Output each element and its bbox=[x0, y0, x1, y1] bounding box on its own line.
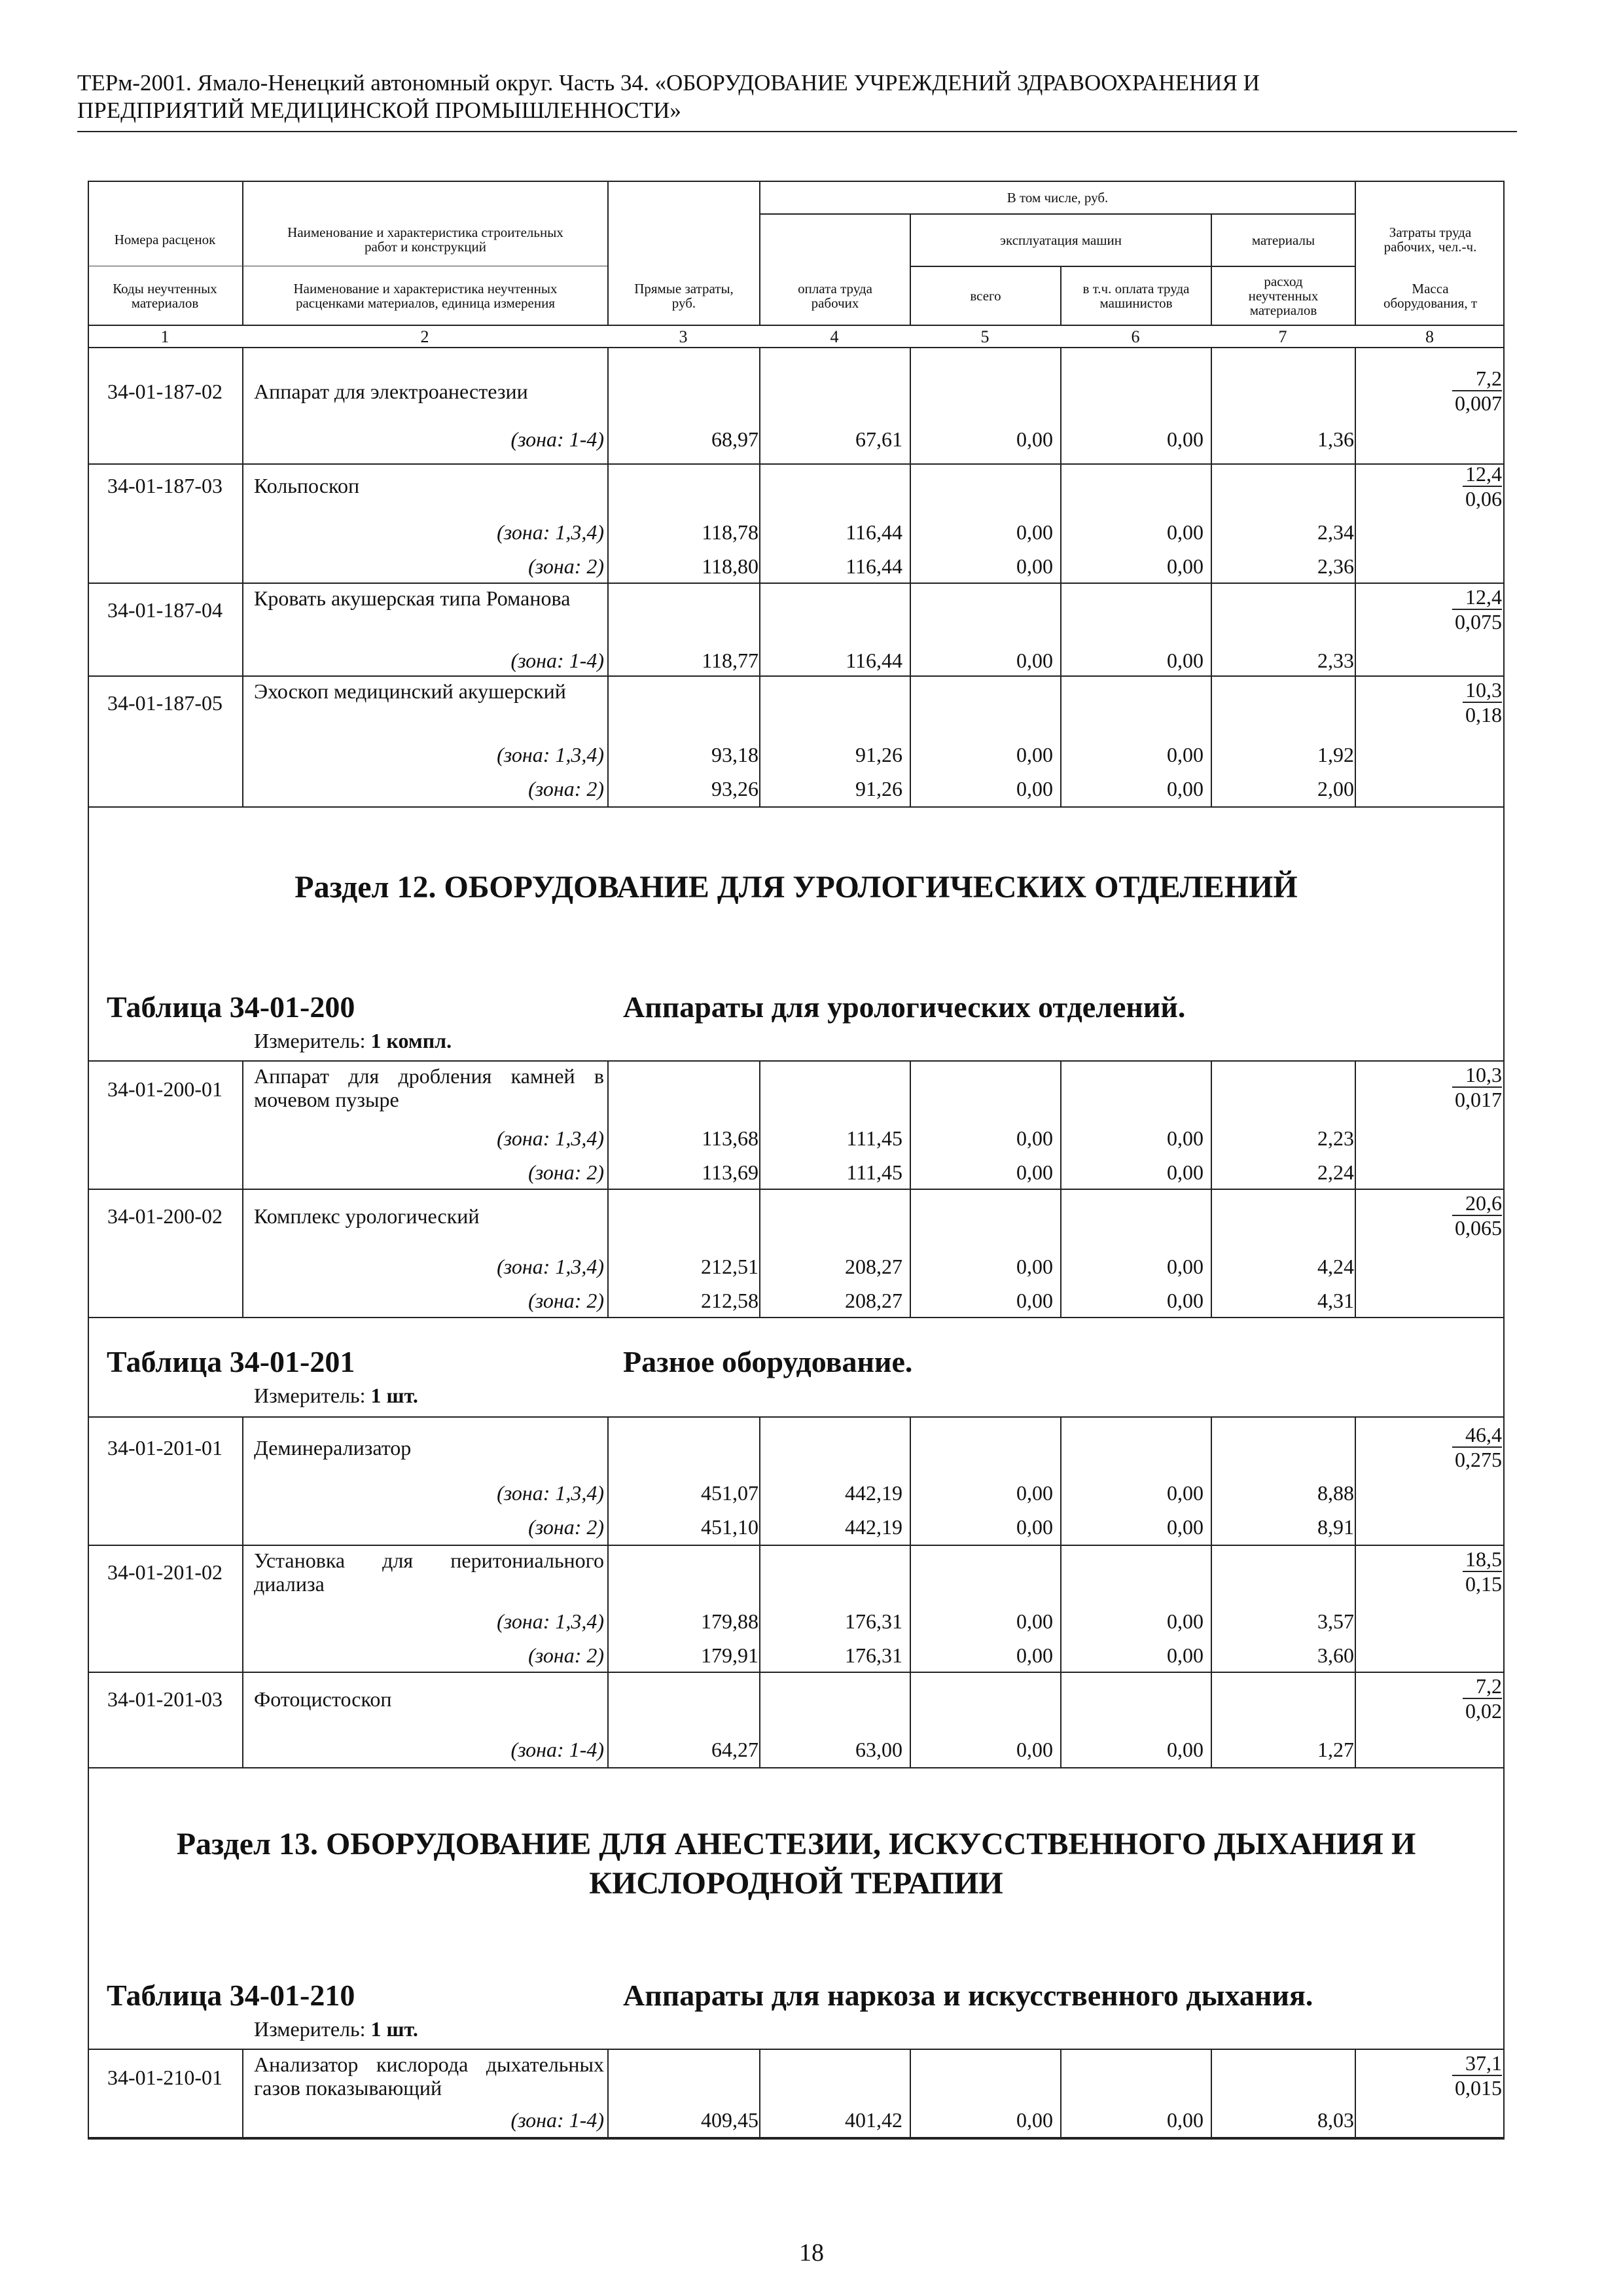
zone-label: (зона: 2) bbox=[528, 777, 604, 800]
labor-value: 12,4 bbox=[1465, 462, 1502, 486]
row-rule bbox=[88, 1767, 1505, 1768]
col-number-3: 3 bbox=[679, 327, 688, 346]
grid-v bbox=[1211, 1416, 1212, 1767]
row-rule bbox=[88, 463, 1505, 465]
col-number-8: 8 bbox=[1425, 327, 1434, 346]
section-13-title bbox=[88, 1825, 1505, 1903]
wage-cost: 91,26 bbox=[855, 743, 902, 766]
header-rule-bottom bbox=[88, 347, 1505, 348]
direct-cost: 409,45 bbox=[701, 2108, 758, 2132]
direct-cost: 113,69 bbox=[702, 1160, 758, 1184]
labor-mass-fraction bbox=[1364, 1423, 1502, 1471]
zone-label: (зона: 1-4) bbox=[510, 2108, 604, 2132]
col-number-2: 2 bbox=[420, 327, 429, 346]
mass-value: 0,015 bbox=[1452, 2075, 1502, 2100]
grid-v bbox=[1355, 1060, 1356, 1317]
grid-v bbox=[607, 2049, 609, 2137]
wage-cost: 208,27 bbox=[845, 1255, 902, 1278]
machines-header: эксплуатация машин bbox=[1000, 232, 1122, 248]
table-201-title: Таблица 34-01-201 bbox=[107, 1345, 355, 1378]
materials-cost: 8,88 bbox=[1317, 1481, 1354, 1505]
page-number: 18 bbox=[799, 2239, 824, 2267]
labor-mass-fraction bbox=[1364, 462, 1502, 511]
machines-wage: 0,00 bbox=[1167, 743, 1204, 766]
materials-cost: 1,36 bbox=[1317, 427, 1354, 451]
labor-mass-fraction bbox=[1364, 678, 1502, 726]
table-201-unit bbox=[254, 1384, 418, 1408]
row-name: Фотоцистоскоп bbox=[254, 1687, 392, 1711]
unit-label: Измеритель: bbox=[254, 1029, 366, 1052]
row-code: 34-01-187-03 bbox=[107, 474, 223, 497]
mass-value: 0,017 bbox=[1452, 1086, 1502, 1111]
mass-value: 0,007 bbox=[1452, 390, 1502, 415]
row-code: 34-01-187-02 bbox=[107, 380, 223, 403]
row-code: 34-01-200-02 bbox=[107, 1204, 223, 1228]
machines-total: 0,00 bbox=[1016, 427, 1053, 451]
labor-mass-fraction bbox=[1364, 1063, 1502, 1111]
col1-bottom-header: Коды неучтенных материалов bbox=[113, 281, 217, 311]
grid-v bbox=[910, 1416, 911, 1767]
wage-cost: 208,27 bbox=[845, 1289, 902, 1312]
machines-wage: 0,00 bbox=[1167, 1515, 1204, 1539]
header-rule-numbers bbox=[88, 325, 1505, 326]
table-200-caption: Аппараты для урологических отделений. bbox=[623, 990, 1186, 1024]
wage-cost: 111,45 bbox=[846, 1126, 902, 1150]
grid-v bbox=[1211, 347, 1212, 806]
direct-cost: 212,51 bbox=[701, 1255, 758, 1278]
unit-value: 1 шт. bbox=[370, 1384, 418, 1407]
machines-total: 0,00 bbox=[1016, 554, 1053, 578]
col-number-5: 5 bbox=[980, 327, 990, 346]
zone-label: (зона: 2) bbox=[528, 1289, 604, 1312]
direct-cost: 179,88 bbox=[701, 1609, 758, 1633]
row-code: 34-01-201-01 bbox=[107, 1436, 223, 1460]
grid-v bbox=[242, 1416, 243, 1767]
grid-v bbox=[1211, 1060, 1212, 1317]
labor-mass-fraction bbox=[1364, 1674, 1502, 1723]
zone-label: (зона: 1,3,4) bbox=[497, 1609, 604, 1633]
grid-v bbox=[759, 1060, 760, 1317]
header-line-1: ТЕРм-2001. Ямало-Ненецкий автономный округ. Часть 34. «ОБОРУДОВАНИЕ УЧРЕЖДЕНИЙ ЗДРАВООХРАНЕНИЯ И bbox=[77, 70, 1260, 96]
col6-header: в т.ч. оплата труда машинистов bbox=[1082, 281, 1190, 311]
zone-label: (зона: 2) bbox=[528, 1643, 604, 1667]
mass-value: 0,275 bbox=[1452, 1446, 1502, 1471]
col8-top-header: Затраты труда рабочих, чел.-ч. bbox=[1383, 224, 1477, 255]
materials-cost: 8,03 bbox=[1317, 2108, 1354, 2132]
grid-v bbox=[759, 347, 760, 806]
grid-v bbox=[1060, 1416, 1061, 1767]
wage-cost: 442,19 bbox=[845, 1481, 902, 1505]
labor-mass-fraction bbox=[1364, 1191, 1502, 1240]
direct-cost: 68,97 bbox=[711, 427, 758, 451]
labor-value: 7,2 bbox=[1476, 1674, 1502, 1698]
row-rule bbox=[88, 1416, 1505, 1418]
unit-value: 1 компл. bbox=[370, 1029, 452, 1052]
col-number-6: 6 bbox=[1131, 327, 1140, 346]
unit-label: Измеритель: bbox=[254, 1384, 366, 1407]
wage-cost: 67,61 bbox=[855, 427, 902, 451]
col3-header: Прямые затраты, руб. bbox=[634, 281, 734, 311]
row-name: Комплекс урологический bbox=[254, 1204, 480, 1228]
materials-cost: 2,36 bbox=[1317, 554, 1354, 578]
col7-header: расход неучтенных материалов bbox=[1248, 274, 1319, 318]
header-line-2: ПРЕДПРИЯТИЙ МЕДИЦИНСКОЙ ПРОМЫШЛЕННОСТИ» bbox=[77, 98, 681, 123]
grid-v bbox=[910, 2049, 911, 2137]
header-rule bbox=[77, 131, 1517, 132]
grid-v bbox=[1355, 2049, 1356, 2137]
section-13-title-line-1: Раздел 13. ОБОРУДОВАНИЕ ДЛЯ АНЕСТЕЗИИ, ИСКУССТВЕННОГО ДЫХАНИЯ И bbox=[176, 1827, 1416, 1861]
materials-cost: 4,31 bbox=[1317, 1289, 1354, 1312]
machines-wage: 0,00 bbox=[1167, 1643, 1204, 1667]
machines-wage: 0,00 bbox=[1167, 1609, 1204, 1633]
machines-total: 0,00 bbox=[1016, 1481, 1053, 1505]
row-code: 34-01-200-01 bbox=[107, 1077, 223, 1101]
grid-v bbox=[910, 1060, 911, 1317]
table-210-unit bbox=[254, 2017, 418, 2041]
row-rule bbox=[88, 1189, 1505, 1190]
mass-value: 0,06 bbox=[1463, 486, 1502, 511]
direct-cost: 93,26 bbox=[711, 777, 758, 800]
labor-value: 10,3 bbox=[1465, 678, 1502, 702]
zone-label: (зона: 2) bbox=[528, 1515, 604, 1539]
grid-v bbox=[1060, 1060, 1061, 1317]
machines-wage: 0,00 bbox=[1167, 777, 1204, 800]
wage-cost: 116,44 bbox=[846, 554, 902, 578]
row-code: 34-01-201-03 bbox=[107, 1687, 223, 1711]
labor-value: 46,4 bbox=[1465, 1423, 1502, 1446]
row-code: 34-01-187-04 bbox=[107, 598, 223, 622]
table-201-caption: Разное оборудование. bbox=[623, 1345, 913, 1378]
machines-wage: 0,00 bbox=[1167, 1289, 1204, 1312]
col5-header: всего bbox=[970, 288, 1001, 304]
mass-value: 0,02 bbox=[1463, 1698, 1502, 1723]
materials-header: материалы bbox=[1251, 232, 1315, 248]
row-rule bbox=[88, 583, 1505, 584]
machines-wage: 0,00 bbox=[1167, 1126, 1204, 1150]
col8-bottom-header: Масса оборудования, т bbox=[1383, 281, 1478, 311]
machines-total: 0,00 bbox=[1016, 520, 1053, 544]
machines-total: 0,00 bbox=[1016, 2108, 1053, 2132]
row-name: Аппарат для дробления камней в мочевом пузыре bbox=[254, 1064, 604, 1111]
machines-wage: 0,00 bbox=[1167, 1255, 1204, 1278]
materials-cost: 4,24 bbox=[1317, 1255, 1354, 1278]
table-bottom-rule bbox=[88, 2137, 1505, 2140]
row-name: Деминерализатор bbox=[254, 1436, 412, 1460]
labor-mass-fraction bbox=[1364, 585, 1502, 634]
unit-label: Измеритель: bbox=[254, 2017, 366, 2041]
machines-total: 0,00 bbox=[1016, 743, 1053, 766]
materials-cost: 3,60 bbox=[1317, 1643, 1354, 1667]
mass-value: 0,15 bbox=[1463, 1571, 1502, 1596]
grid-v bbox=[1211, 2049, 1212, 2137]
machines-total: 0,00 bbox=[1016, 1738, 1053, 1761]
direct-cost: 179,91 bbox=[701, 1643, 758, 1667]
section-13-title-line-2: КИСЛОРОДНОЙ ТЕРАПИИ bbox=[589, 1866, 1003, 1901]
direct-cost: 118,78 bbox=[702, 520, 758, 544]
materials-cost: 2,33 bbox=[1317, 649, 1354, 672]
machines-total: 0,00 bbox=[1016, 1126, 1053, 1150]
row-name: Установка для перитониального диализа bbox=[254, 1549, 604, 1596]
zone-label: (зона: 1,3,4) bbox=[497, 743, 604, 766]
direct-cost: 212,58 bbox=[701, 1289, 758, 1312]
wage-cost: 401,42 bbox=[845, 2108, 902, 2132]
col2-top-header: Наименование и характеристика строительных работ и конструкций bbox=[287, 224, 563, 255]
direct-cost: 64,27 bbox=[711, 1738, 758, 1761]
materials-cost: 2,00 bbox=[1317, 777, 1354, 800]
labor-value: 20,6 bbox=[1465, 1191, 1502, 1215]
grid-v bbox=[910, 347, 911, 806]
machines-wage: 0,00 bbox=[1167, 649, 1204, 672]
materials-cost: 2,34 bbox=[1317, 520, 1354, 544]
row-name: Аппарат для электроанестезии bbox=[254, 380, 528, 403]
labor-mass-fraction bbox=[1364, 2051, 1502, 2100]
machines-total: 0,00 bbox=[1016, 1643, 1053, 1667]
machines-total: 0,00 bbox=[1016, 649, 1053, 672]
row-rule bbox=[88, 2049, 1505, 2050]
materials-cost: 8,91 bbox=[1317, 1515, 1354, 1539]
wage-cost: 91,26 bbox=[855, 777, 902, 800]
machines-total: 0,00 bbox=[1016, 1255, 1053, 1278]
machines-total: 0,00 bbox=[1016, 1160, 1053, 1184]
labor-value: 37,1 bbox=[1465, 2051, 1502, 2075]
table-210-title: Таблица 34-01-210 bbox=[107, 1979, 355, 2012]
materials-cost: 2,24 bbox=[1317, 1160, 1354, 1184]
grid-v bbox=[607, 1060, 609, 1317]
row-code: 34-01-187-05 bbox=[107, 691, 223, 715]
machines-wage: 0,00 bbox=[1167, 520, 1204, 544]
machines-wage: 0,00 bbox=[1167, 1160, 1204, 1184]
materials-cost: 1,92 bbox=[1317, 743, 1354, 766]
zone-label: (зона: 1-4) bbox=[510, 1738, 604, 1761]
direct-cost: 118,80 bbox=[702, 554, 758, 578]
table-210-caption: Аппараты для наркоза и искусственного дыхания. bbox=[623, 1979, 1313, 2012]
row-name: Анализатор кислорода дыхательных газов показывающий bbox=[254, 2053, 604, 2100]
zone-label: (зона: 1,3,4) bbox=[497, 1255, 604, 1278]
mass-value: 0,18 bbox=[1463, 702, 1502, 726]
row-rule bbox=[88, 1672, 1505, 1673]
col4-header: оплата труда рабочих bbox=[798, 281, 872, 311]
labor-mass-fraction bbox=[1364, 1547, 1502, 1596]
machines-wage: 0,00 bbox=[1167, 427, 1204, 451]
machines-wage: 0,00 bbox=[1167, 554, 1204, 578]
labor-mass-fraction bbox=[1364, 367, 1502, 415]
col-number-1: 1 bbox=[160, 327, 169, 346]
wage-cost: 63,00 bbox=[855, 1738, 902, 1761]
grid-v bbox=[607, 1416, 609, 1767]
grid-v bbox=[759, 1416, 760, 1767]
grid-v bbox=[607, 347, 609, 806]
direct-cost: 118,77 bbox=[702, 649, 758, 672]
direct-cost: 113,68 bbox=[702, 1126, 758, 1150]
row-rule bbox=[88, 1317, 1505, 1318]
row-rule bbox=[88, 1060, 1505, 1062]
labor-value: 10,3 bbox=[1465, 1063, 1502, 1086]
zone-label: (зона: 1,3,4) bbox=[497, 1481, 604, 1505]
col2-bottom-header: Наименование и характеристика неучтенных расценками материалов, единица измерения bbox=[293, 281, 558, 311]
row-name: Кровать акушерская типа Романова bbox=[254, 586, 571, 610]
machines-total: 0,00 bbox=[1016, 777, 1053, 800]
direct-cost: 451,10 bbox=[701, 1515, 758, 1539]
labor-value: 7,2 bbox=[1476, 367, 1502, 390]
col-number-4: 4 bbox=[830, 327, 839, 346]
labor-value: 18,5 bbox=[1465, 1547, 1502, 1571]
grid-v bbox=[759, 2049, 760, 2137]
materials-cost: 1,27 bbox=[1317, 1738, 1354, 1761]
group-header: В том числе, руб. bbox=[1007, 190, 1109, 206]
table-200-unit bbox=[254, 1029, 452, 1053]
grid-v bbox=[1355, 1416, 1356, 1767]
materials-cost: 3,57 bbox=[1317, 1609, 1354, 1633]
zone-label: (зона: 1-4) bbox=[510, 427, 604, 451]
row-code: 34-01-201-02 bbox=[107, 1560, 223, 1584]
zone-label: (зона: 2) bbox=[528, 1160, 604, 1184]
col-number-7: 7 bbox=[1278, 327, 1287, 346]
grid-v bbox=[1060, 2049, 1061, 2137]
labor-value: 12,4 bbox=[1465, 585, 1502, 609]
direct-cost: 93,18 bbox=[711, 743, 758, 766]
materials-cost: 2,23 bbox=[1317, 1126, 1354, 1150]
grid-v bbox=[1355, 347, 1356, 806]
table-200-title: Таблица 34-01-200 bbox=[107, 990, 355, 1024]
machines-total: 0,00 bbox=[1016, 1515, 1053, 1539]
section-12-title: Раздел 12. ОБОРУДОВАНИЕ ДЛЯ УРОЛОГИЧЕСКИХ ОТДЕЛЕНИЙ bbox=[294, 870, 1298, 905]
mass-value: 0,075 bbox=[1452, 609, 1502, 634]
row-name: Кольпоскоп bbox=[254, 474, 360, 497]
unit-value: 1 шт. bbox=[370, 2017, 418, 2041]
mass-value: 0,065 bbox=[1452, 1215, 1502, 1240]
machines-wage: 0,00 bbox=[1167, 1738, 1204, 1761]
zone-label: (зона: 2) bbox=[528, 554, 604, 578]
row-rule bbox=[88, 675, 1505, 677]
machines-wage: 0,00 bbox=[1167, 1481, 1204, 1505]
row-rule bbox=[88, 1545, 1505, 1546]
row-code: 34-01-210-01 bbox=[107, 2066, 223, 2089]
grid-v bbox=[1060, 347, 1061, 806]
col1-top-header: Номера расценок bbox=[114, 232, 216, 247]
wage-cost: 111,45 bbox=[846, 1160, 902, 1184]
zone-label: (зона: 1,3,4) bbox=[497, 1126, 604, 1150]
zone-label: (зона: 1,3,4) bbox=[497, 520, 604, 544]
machines-total: 0,00 bbox=[1016, 1609, 1053, 1633]
document-header bbox=[77, 69, 1517, 124]
row-rule bbox=[88, 806, 1505, 808]
wage-cost: 116,44 bbox=[846, 649, 902, 672]
machines-total: 0,00 bbox=[1016, 1289, 1053, 1312]
direct-cost: 451,07 bbox=[701, 1481, 758, 1505]
machines-wage: 0,00 bbox=[1167, 2108, 1204, 2132]
wage-cost: 176,31 bbox=[845, 1643, 902, 1667]
zone-label: (зона: 1-4) bbox=[510, 649, 604, 672]
wage-cost: 442,19 bbox=[845, 1515, 902, 1539]
wage-cost: 116,44 bbox=[846, 520, 902, 544]
row-name: Эхоскоп медицинский акушерский bbox=[254, 679, 566, 703]
wage-cost: 176,31 bbox=[845, 1609, 902, 1633]
